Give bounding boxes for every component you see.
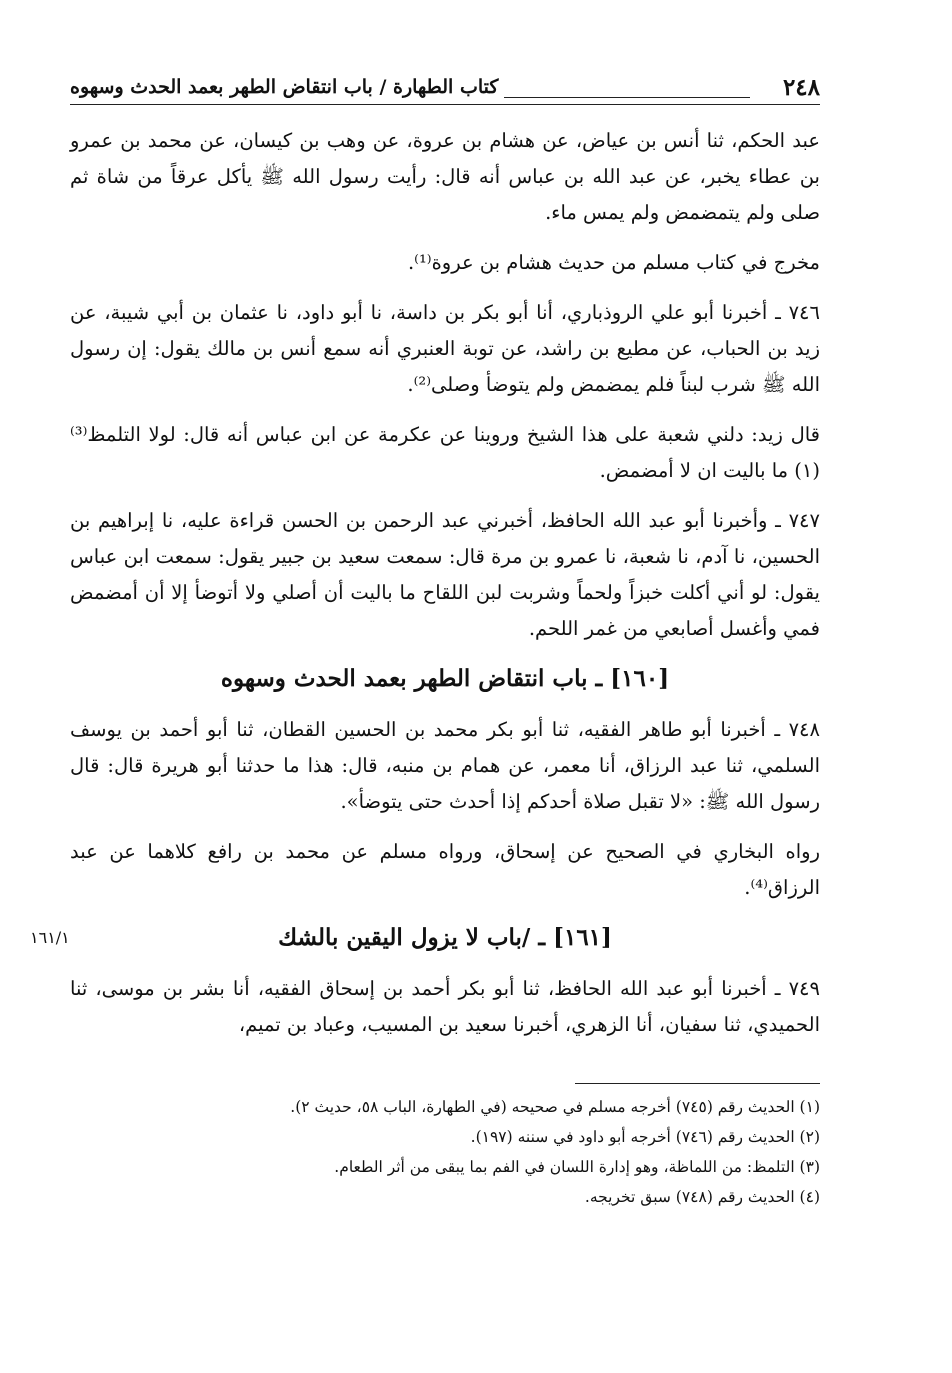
footnotes <box>70 1094 820 1210</box>
footnote: (٤) الحديث رقم (٧٤٨) سبق تخريجه. <box>584 1188 820 1206</box>
hadith-748: ٧٤٨ ـ أخبرنا أبو طاهر الفقيه، ثنا أبو بكر محمد بن الحسين القطان، ثنا أبو أحمد بن يوسف السلمي، ثنا عبد الرزاق، أنا معمر، عن همام بن منبه، قال: هذا ما حدثنا أبو هريرة قال: قال رسول الله ﷺ: «لا تقبل صلاة أحدكم إذا أحدث حتى يتوضأ». <box>70 718 820 813</box>
hadith-749: ٧٤٩ ـ أخبرنا أبو عبد الله الحافظ، ثنا أبو بكر أحمد بن إسحاق الفقيه، أنا بشر بن موسى، ثنا الحميدي، ثنا سفيان، أنا الزهري، أخبرنا سعيد بن المسيب، وعباد بن تميم، <box>70 977 820 1036</box>
chapter-heading-161 <box>30 924 820 951</box>
page-number: ٢٤٨ <box>782 74 820 101</box>
footnote: (٢) الحديث رقم (٧٤٦) أخرجه أبو داود في سننه (١٩٧). <box>470 1128 820 1146</box>
hadith-747: ٧٤٧ ـ وأخبرنا أبو عبد الله الحافظ، أخبرني عبد الرحمن بن الحسن قراءة عليه، نا إبراهيم بن الحسين، نا آدم، نا شعبة، نا عمرو بن مرة قال: سمعت سعيد بن جبير يقول: سمعت ابن عباس يقول: لو أني أكلت خبزاً ولحماً وشربت لبن اللقاح ما باليت أن أصلي ولا أتوضأ إلا أن أمضمض فمي وأغسل أصابعي من غمر اللحم. <box>70 509 820 640</box>
chapter-title: [١٦٠] ـ باب انتقاض الطهر بعمد الحدث وسهوه <box>220 665 670 692</box>
hadith-746: ٧٤٦ ـ أخبرنا أبو علي الروذباري، أنا أبو بكر بن داسة، نا أبو داود، نا عثمان بن أبي شيبة، عن زيد بن الحباب، عن مطيع بن راشد، عن توبة العنبري أنه سمع أنس بن مالك يقول: إن رسول الله ﷺ شرب لبناً فلم يمضمض ولم يتوضأ وصلى⁽²⁾. <box>70 301 820 396</box>
paragraph: قال زيد: دلني شعبة على هذا الشيخ وروينا عن عكرمة عن ابن عباس أنه قال: لولا التلمظ⁽³⁾ (١) ما باليت ان لا أمضمض. <box>70 423 820 482</box>
header-rule <box>490 97 750 98</box>
header-title: كتاب الطهارة / باب انتقاض الطهر بعمد الحدث وسهوه <box>70 76 504 98</box>
paragraph: عبد الحكم، ثنا أنس بن عياض، عن هشام بن عروة، عن وهب بن كيسان، عن محمد بن عمرو بن عطاء يخبر، عن عبد الله بن عباس أنه قال: رأيت رسول الله ﷺ يأكل عرقاً من شاة ثم صلى ولم يتمضمض ولم يمس ماء. <box>70 129 820 224</box>
book-page <box>30 68 820 1214</box>
paragraph: رواه البخاري في الصحيح عن إسحاق، ورواه مسلم عن محمد بن رافع كلاهما عن عبد الرزاق⁽⁴⁾. <box>70 840 820 899</box>
paragraph: مخرج في كتاب مسلم من حديث هشام بن عروة⁽¹⁾. <box>407 251 820 274</box>
footnote: (٣) التلمظ: من اللماظة، وهو إدارة اللسان في الفم بما يبقى من أثر الطعام. <box>334 1158 820 1176</box>
footnote: (١) الحديث رقم (٧٤٥) أخرجه مسلم في صحيحه (في الطهارة، الباب ٥٨، حديث ٢). <box>290 1098 820 1116</box>
chapter-heading-160 <box>70 665 820 692</box>
running-header <box>70 68 820 105</box>
footnote-separator <box>575 1083 820 1084</box>
manuscript-folio-note: ١٦١/١ <box>30 928 70 947</box>
chapter-title: [١٦١] ـ /باب لا يزول اليقين بالشك <box>278 924 612 951</box>
